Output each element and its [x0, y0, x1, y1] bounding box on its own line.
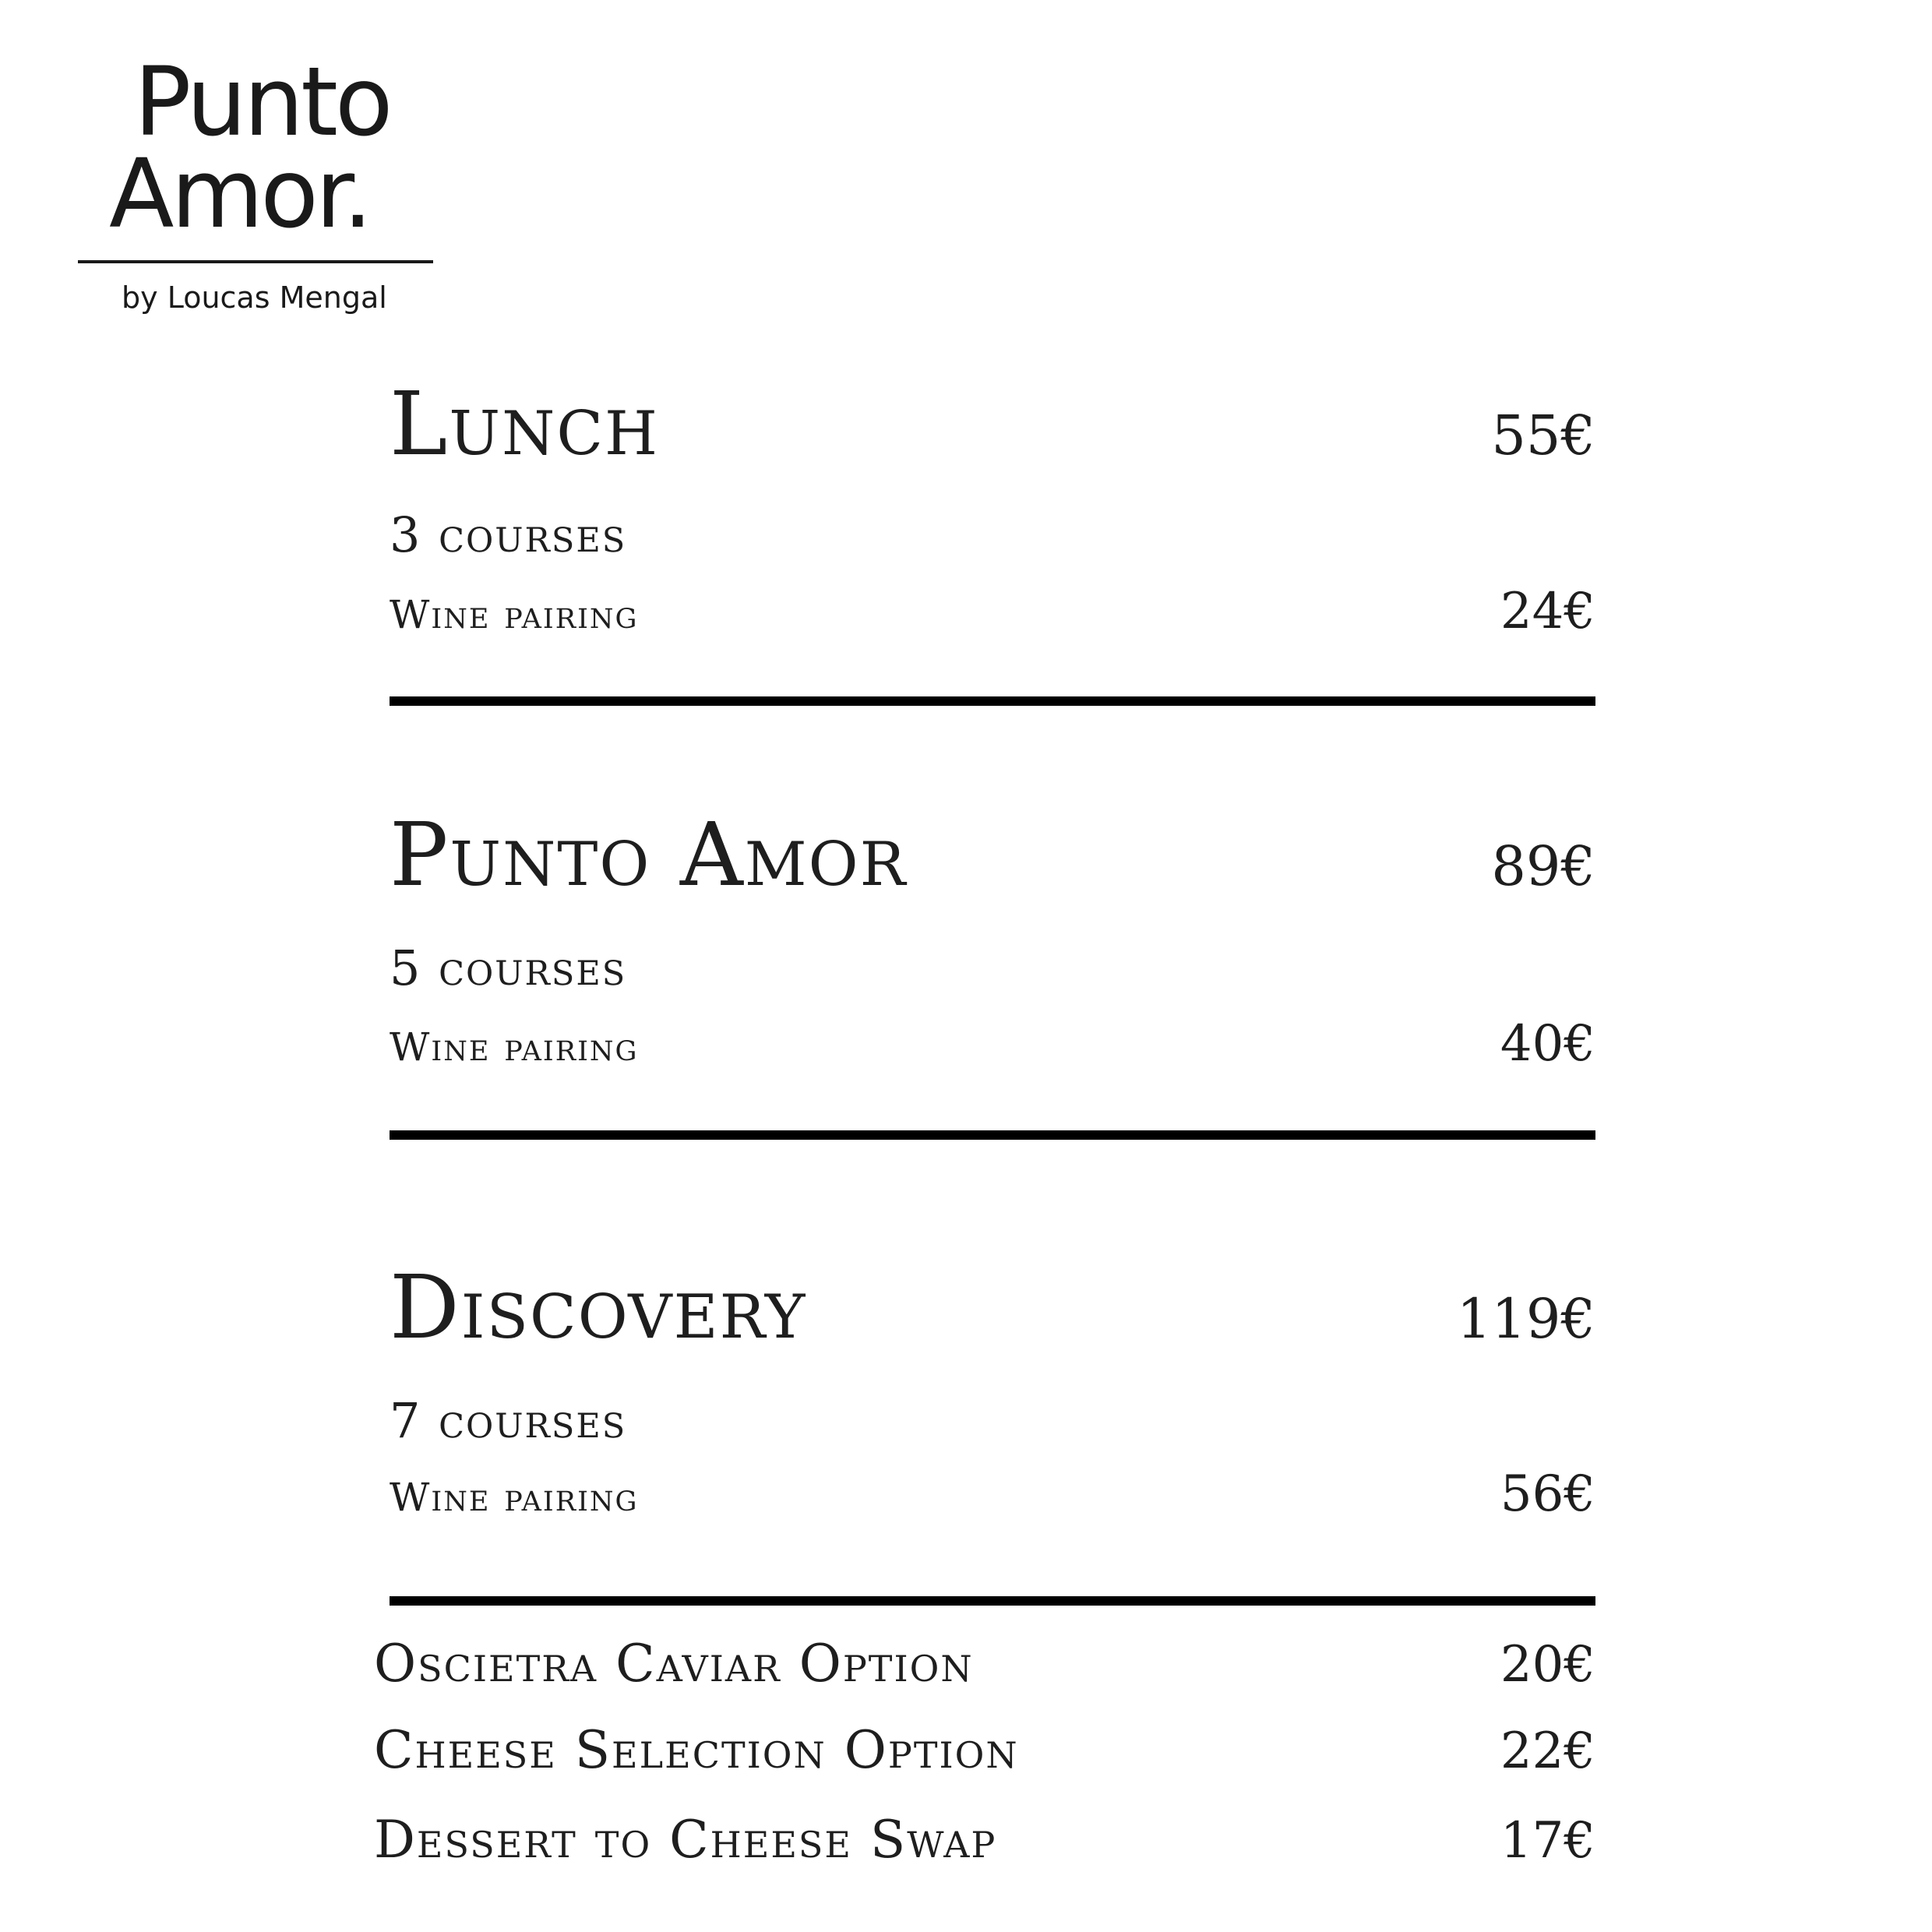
- section-divider: [390, 1130, 1595, 1140]
- option-cheese-selection: [374, 1720, 1595, 1780]
- logo: [78, 47, 436, 315]
- menu-section-lunch-pairing: [390, 583, 1595, 640]
- option-label: Oscietra Caviar Option: [374, 1634, 974, 1694]
- logo-wordmark-line2: Amor.: [109, 139, 370, 249]
- option-caviar: [374, 1634, 1595, 1694]
- option-label: Dessert to Cheese Swap: [374, 1810, 997, 1870]
- option-price: 17€: [1500, 1812, 1595, 1870]
- menu-section-discovery-header: [390, 1257, 1595, 1359]
- menu-section-punto-amor-header: [390, 805, 1595, 906]
- wine-pairing-label: Wine pairing: [390, 1475, 639, 1520]
- section-divider: [390, 696, 1595, 706]
- section-price: 119€: [1456, 1287, 1595, 1351]
- section-divider: [390, 1596, 1595, 1606]
- menu-section-discovery-courses: [390, 1392, 1595, 1449]
- option-price: 22€: [1500, 1722, 1595, 1780]
- section-title: Discovery: [390, 1257, 807, 1359]
- menu-section-lunch-header: [390, 374, 1595, 475]
- logo-rule: [78, 260, 433, 263]
- logo-wordmark-line1: Punto: [134, 47, 390, 157]
- section-courses: 5 courses: [390, 940, 627, 996]
- wine-pairing-label: Wine pairing: [390, 592, 639, 637]
- section-title: Punto Amor: [390, 805, 908, 906]
- wine-pairing-price: 40€: [1500, 1015, 1595, 1073]
- section-title: Lunch: [390, 374, 660, 475]
- menu-section-discovery-pairing: [390, 1465, 1595, 1523]
- section-price: 55€: [1491, 404, 1595, 467]
- wine-pairing-price: 24€: [1500, 583, 1595, 640]
- logo-subtitle: by Loucas Mengal: [122, 280, 387, 315]
- menu-section-punto-amor-pairing: [390, 1015, 1595, 1073]
- option-label: Cheese Selection Option: [374, 1720, 1019, 1780]
- option-dessert-swap: [374, 1810, 1595, 1870]
- wine-pairing-label: Wine pairing: [390, 1024, 639, 1070]
- menu-section-punto-amor-courses: [390, 940, 1595, 996]
- section-courses: 7 courses: [390, 1392, 627, 1449]
- wine-pairing-price: 56€: [1500, 1465, 1595, 1523]
- menu-section-lunch-courses: [390, 506, 1595, 563]
- section-courses: 3 courses: [390, 506, 627, 563]
- option-price: 20€: [1500, 1636, 1595, 1694]
- section-price: 89€: [1491, 834, 1595, 898]
